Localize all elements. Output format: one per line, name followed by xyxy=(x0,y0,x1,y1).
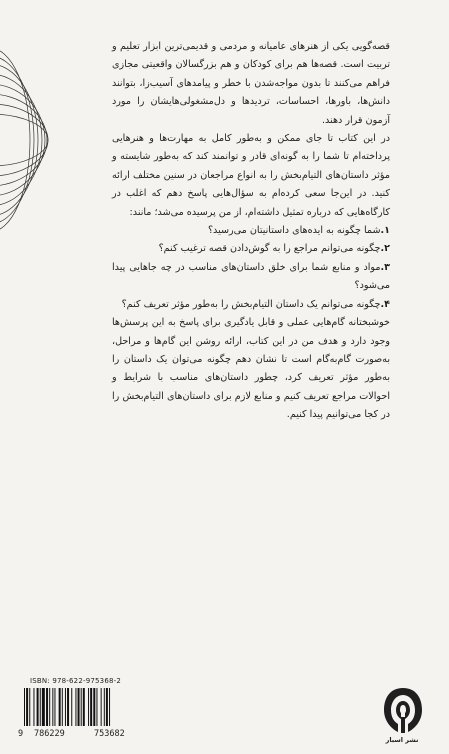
barcode-bar xyxy=(88,688,89,726)
blurb-text xyxy=(112,38,390,425)
barcode-bar xyxy=(42,688,45,726)
barcode-bar xyxy=(106,688,108,726)
paragraph-closing: خوشبختانه گام‌هایی عملی و قابل یادگیری برای پاسخ به این پرسش‌ها وجود دارد و هدف من در این کتاب، ارائه روشن این گام‌ها و مراحل، به‌صورت گام‌به‌گام است تا نشان دهم چگونه می‌توان یک داستان را به‌طور مؤثر تعریف کرد، چطور داستان‌های مناسب با شرایط و احوالات مراجع تعریف کنیم و منابع لازم برای داستان‌های التیام‌بخش را در کجا می‌توانیم پیدا کنیم. xyxy=(112,317,390,421)
barcode-bar xyxy=(24,688,25,726)
barcode-bar xyxy=(46,688,48,726)
barcode-bar xyxy=(83,688,85,726)
barcode-bar xyxy=(78,688,80,726)
barcode-bar xyxy=(40,688,41,726)
barcode-digit-group-right: 753682 xyxy=(94,729,125,739)
barcode-bar xyxy=(52,688,53,726)
publisher-name: نشر اسبار xyxy=(385,736,419,744)
barcode-bar xyxy=(67,688,69,726)
paragraph-about-book: در این کتاب تا جای ممکن و به‌طور کامل به مهارت‌ها و هنرهایی پرداخته‌ام تا شما را به گونه‌ای قادر و توانمند کند که به‌طور شایسته و مؤثر داستان‌های التیام‌بخش را به انواع مراجعان در سنین مختلف ارائه کنید. در این‌جا سعی کرده‌ام به سؤال‌هایی پاسخ دهم که اغلب در کارگاه‌هایی که درباره تمثیل داشته‌ام، از من پرسیده می‌شد؛ مانند: xyxy=(112,133,390,218)
barcode-bar xyxy=(33,688,34,726)
barcode-bar xyxy=(101,688,102,726)
question-item: ۲.چگونه می‌توانم مراجع را به گوش‌دادن قصه ترغیب کنم؟ xyxy=(158,243,390,255)
barcode-bar xyxy=(104,688,105,726)
concentric-rings-graphic xyxy=(0,40,60,240)
barcode-bar xyxy=(90,688,92,726)
barcode-bar xyxy=(81,688,82,726)
barcode-bar xyxy=(75,688,76,726)
isbn-label: ISBN: 978-622-975368-2 xyxy=(30,677,122,685)
barcode-bar xyxy=(26,688,28,726)
barcode-graphic xyxy=(22,688,152,728)
barcode-bar xyxy=(109,688,110,726)
question-item: ۴.چگونه می‌توانم یک داستان التیام‌بخش را به‌طور مؤثر تعریف کنم؟ xyxy=(121,298,390,310)
barcode-bar xyxy=(96,688,97,726)
barcode-bar xyxy=(37,688,39,726)
barcode-bar xyxy=(93,688,95,726)
barcode-bar xyxy=(59,688,61,726)
barcode-bar xyxy=(29,688,30,726)
question-item: ۱.شما چگونه به ایده‌های داستانیتان می‌رسید؟ xyxy=(207,225,390,237)
barcode-bar xyxy=(71,688,72,726)
barcode-bar xyxy=(65,688,66,726)
barcode-bar xyxy=(62,688,63,726)
question-item: ۳.مواد و منابع شما برای خلق داستان‌های مناسب در چه جاهایی پیدا می‌شود؟ xyxy=(112,261,390,292)
barcode-bar xyxy=(49,688,50,726)
barcode-digit-group-left: 786229 xyxy=(34,729,65,739)
barcode-bar xyxy=(54,688,55,726)
paragraph-intro: قصه‌گویی یکی از هنرهای عامیانه و مردمی و قدیمی‌ترین ابزار تعلیم و تربیت است. قصه‌ها هم برای کودکان و هم بزرگسالان واقعیتی مجازی فراهم می‌کنند تا بدون مواجه‌شدن با خطر و پیامدهای آسیب‌زا، بتوانند دانش‌ها، باورها، احساسات، تردیدها و دل‌مشغولی‌هایشان را مورد آزمون قرار دهند. xyxy=(112,41,390,126)
barcode-digit-prefix: 9 xyxy=(18,729,24,739)
